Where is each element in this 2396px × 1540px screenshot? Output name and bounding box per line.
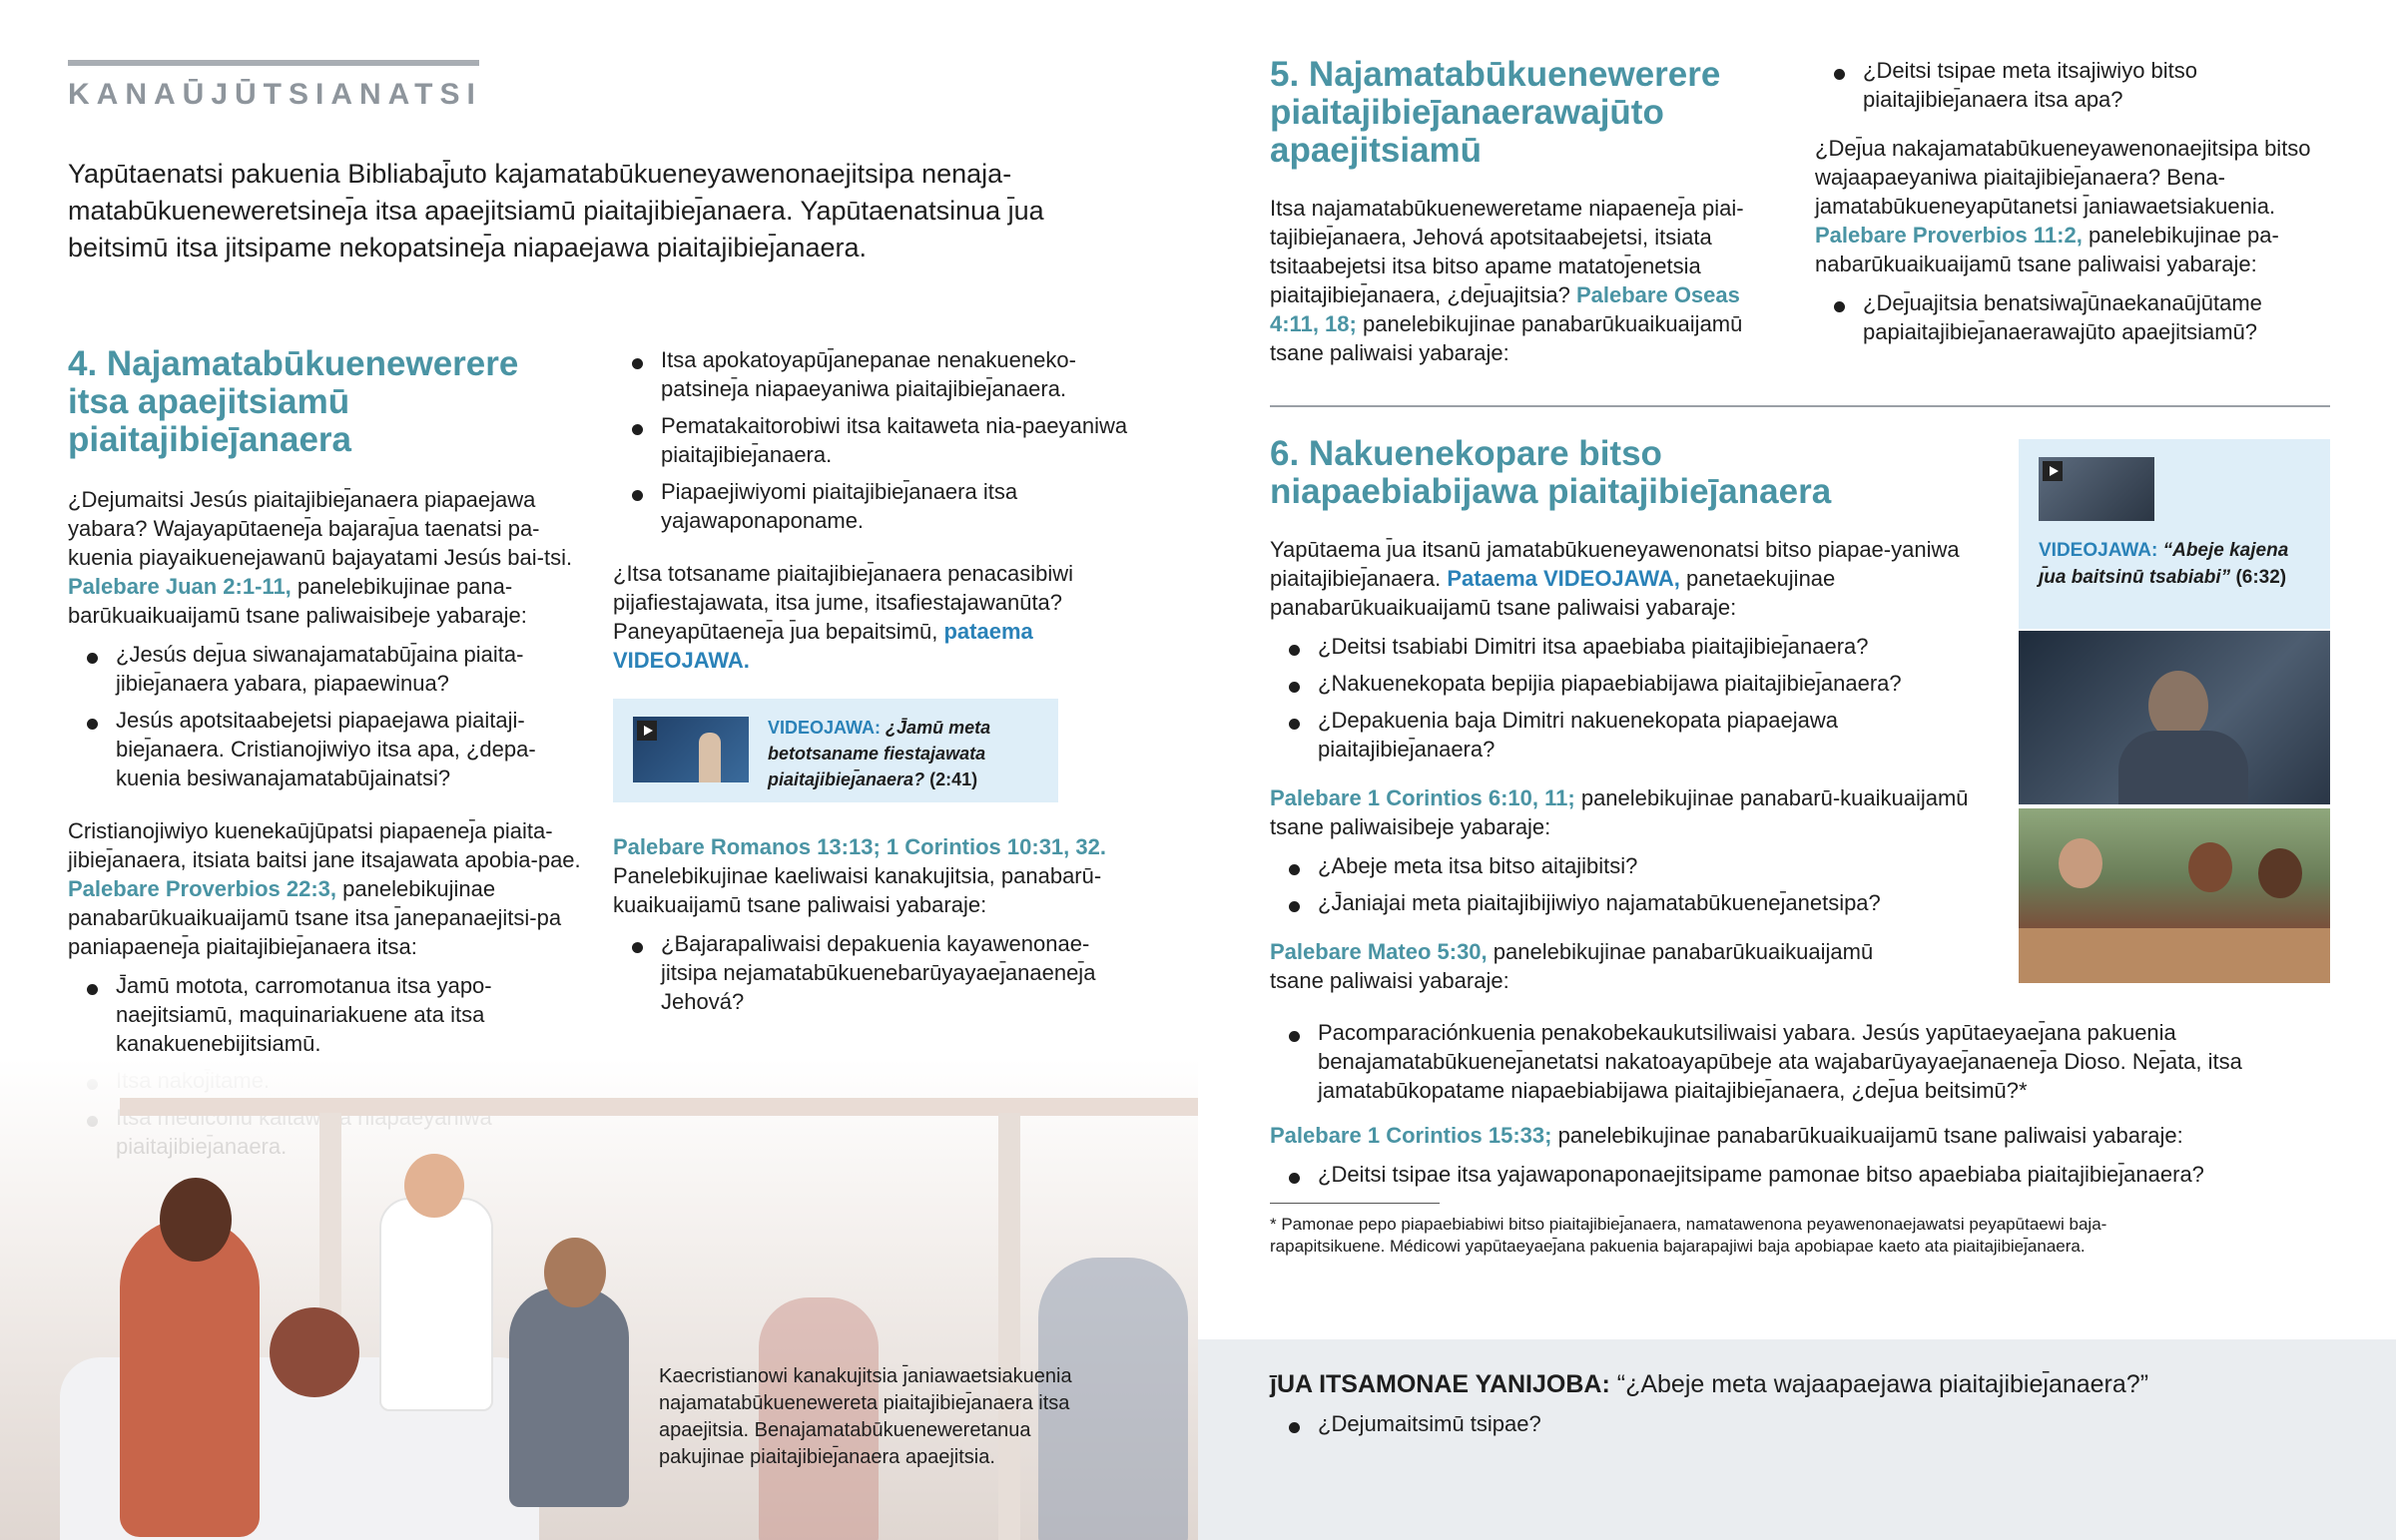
scripture-ref-juan[interactable]: Palebare Juan 2:1-11, — [68, 574, 292, 599]
section-4-col-2-bottom — [613, 832, 1132, 1024]
person-man-right — [509, 1287, 629, 1507]
section-6-para-2: Palebare 1 Corintios 6:10, 11; panelebikujinae panabarū-kuaikuaijamū tsane paliwaisibeje yabaraje: — [1270, 785, 1969, 839]
list-item: ¿Bajarapaliwaisi depakuenia kayawenonae-jitsipa nejamatabūkuenebarūyayaeȷ̄anaeneȷ̄a Jehová? — [613, 929, 1132, 1016]
list-item: ¿Depakuenia baja Dimitri nakuenekopata piapaejawa piaitajibieȷ̄anaera? — [1270, 706, 2009, 764]
person-head — [2059, 838, 2102, 888]
list-item: ¿Deitsi tsipae itsa yajawaponaponaejitsipame pamonae bitso apaebiaba piaitajibieȷ̄anaera? — [1270, 1160, 2288, 1189]
section-4-para-2: Cristianojiwiyo kuenekaūjūpatsi piapaeneȷ̄a piaita-jibieȷ̄anaera, itsiata baitsi jane itsajawata apobia-pae. Palebare Proverbios 22:3, panelebikujinae panabarūkuaikuaijamū tsane itsa ȷ̄anepanaejitsi-pa paniapaeneȷ̄a piaitajibieȷ̄anaera itsa: — [68, 818, 581, 959]
list-item: ¿Dejumaitsimū tsipae? — [1270, 1409, 2328, 1438]
footnote-rule — [1270, 1203, 1440, 1204]
kicker-label: KANAŪJŪTSIANATSI — [68, 78, 482, 111]
scripture-ref-proverbios[interactable]: Palebare Proverbios 22:3, — [68, 876, 337, 901]
section-4-para-3: ¿Itsa totsaname piaitajibieȷ̄anaera penacasibiwi pijafiestajawata, itsa jume, itsafiestajawanūta? Paneyapūtaeneȷ̄a ȷ̄ua bepaitsimū, pataema VIDEOJAWA. — [613, 561, 1074, 673]
illustration-caption: Kaecristianowi kanakujitsia ȷ̄aniawaetsiakuenia najamatabūkuenewereta piaitajibieȷ̄anaera itsa apaejitsia. Benajamatabūkuenewеretanua pakujinae piaitajibieȷ̄anaera apaejitsia. — [659, 1365, 1072, 1468]
section-6-title: 6. Nakuenekopare bitso niapaebiabijawa piaitajibieȷ̄anaera — [1270, 434, 1832, 511]
question-list-4 — [613, 929, 1132, 1016]
intro-paragraph: Yapūtaenatsi pakuenia Bibliabaj̄uto kajamatabūkueneyawenonaejitsipa nenaja-matabūkueneweretsineȷ̄a itsa apaejitsiamū piaitajibieȷ̄anaera. Yapūtaenatsinua ȷ̄ua beitsimū itsa jitsipame nekopatsineȷ̄a niapaejawa piaitajibieȷ̄anaera. — [68, 159, 1044, 262]
section-5-para-2: ¿Deȷ̄ua nakajamatabūkueneyawenonaejitsipa bitso wajaapaeyaniwa piaitajibieȷ̄anaera? Bena-jamatabūkueneyapūtanetsi ȷ̄aniawaetsiakuenia. Palebare Proverbios 11:2, panelebikujinae pa-nabarūkuaikuaijamū tsane paliwaisi yabaraje: — [1815, 136, 2311, 276]
list-item: ¿Abeje meta itsa bitso aitajibitsi? — [1270, 851, 2009, 880]
video-box-2[interactable] — [2019, 439, 2330, 629]
person-body — [2118, 731, 2248, 804]
list-item: ¿Deȷ̄uajitsia benatsiwaȷ̄ūnaekanaūjūtame papiaitajibieȷ̄anaerawajūto apaejitsiamū? — [1815, 288, 2334, 346]
video-link-2[interactable]: Pataema VIDEOJAWA, — [1447, 566, 1680, 591]
question-list-8 — [1270, 851, 2009, 917]
question-list-10 — [1270, 1160, 2288, 1189]
video-still-dimitri — [2019, 631, 2330, 804]
video-2-text: VIDEOJAWA: “Abeje kajena ȷ̄ua baitsinū tsabiabi” (6:32) — [2039, 540, 2289, 588]
summary-question-list — [1270, 1409, 2328, 1438]
question-list-1 — [68, 640, 587, 792]
section-4-col-2 — [613, 345, 1132, 675]
list-item: Itsa apokatoyapūȷ̄anepanae nenakueneko-patsineȷ̄a niapaeyaniwa piaitajibieȷ̄anaera. — [613, 345, 1132, 403]
video-thumbnail[interactable] — [633, 717, 749, 782]
pergola-post — [998, 1113, 1020, 1540]
table — [2019, 928, 2330, 983]
scripture-ref-proverbios-11[interactable]: Palebare Proverbios 11:2, — [1815, 223, 2083, 248]
scripture-ref-mateo[interactable]: Palebare Mateo 5:30, — [1270, 939, 1488, 964]
play-icon — [637, 721, 657, 741]
question-list-6 — [1815, 288, 2334, 346]
section-6-wide — [1270, 1018, 2288, 1258]
question-list-3 — [613, 345, 1132, 535]
person-waiter-head — [404, 1154, 464, 1218]
section-5-col-1 — [1270, 56, 1789, 367]
scripture-ref-oseas[interactable]: Palebare Oseas 4:11, 18; — [1270, 282, 1740, 336]
section-4-para-4: Palebare Romanos 13:13; 1 Corintios 10:31, 32. Panelebikujinae kaeliwaisi kanakujitsia, panabarū-kuaikuaijamū tsane paliwaisi yabaraje: — [613, 834, 1106, 917]
list-item: ¿Deitsi tsipae meta itsajiwiyo bitso piaitajibieȷ̄anaera itsa apa? — [1815, 56, 2334, 114]
person-woman-left-head — [160, 1178, 232, 1262]
list-item: Jesús apotsitaabejetsi piapaejawa piaitaji-bieȷ̄anaera. Cristianojiwiyo itsa apa, ¿depa-kuenia besiwanajamatabūjainatsi? — [68, 706, 587, 792]
section-4-para-1: ¿Dejumaitsi Jesús piaitajibieȷ̄anaera piapaejawa yabara? Wajayapūtaeneȷ̄a bajaraȷ̄ua taenatsi pa-kuenia piayaikuenejawanū bajayatami Jesús bai-tsi. Palebare Juan 2:1-11, panelebikujinae pana-barūkuaikuaijamū tsane paliwaisibeje yabaraje: — [68, 487, 573, 628]
question-list-9 — [1270, 1018, 2288, 1105]
list-item: ¿J̄aniajai meta piaitajibijiwiyo najamatabūkueneȷ̄anetsipa? — [1270, 888, 2009, 917]
scripture-ref-romanos[interactable]: Palebare Romanos 13:13; 1 Corintios 10:31, 32. — [613, 834, 1106, 859]
video-box-1[interactable] — [613, 699, 1058, 802]
pergola-beam — [120, 1098, 1198, 1116]
person-woman-middle — [270, 1307, 359, 1397]
section-4-title: 4. Najamatabūkuenewerere itsa apaejitsiamū piaitajibieȷ̄anaera — [68, 344, 519, 459]
video-link[interactable]: pataema VIDEOJAWA. — [613, 619, 1033, 673]
person-woman-left — [120, 1218, 260, 1537]
play-icon — [2043, 461, 2063, 481]
section-6-para-1: Yapūtaema ȷ̄ua itsanū jamatabūkueneyawenonatsi bitso piapae-yaniwa piaitajibieȷ̄anaera. Pataema VIDEOJAWA, panetaekujinae panabarūkuaikuaijamū tsane paliwaisi yabaraje: — [1270, 537, 1960, 620]
question-list-5 — [1815, 56, 2334, 114]
section-4-col-1 — [68, 345, 587, 1169]
list-item: ¿Deitsi tsabiabi Dimitri itsa apaebiaba piaitajibieȷ̄anaera? — [1270, 632, 2009, 661]
video-thumbnail[interactable] — [2039, 457, 2154, 521]
person-man-right-head — [544, 1238, 606, 1307]
video-still-family — [2019, 808, 2330, 983]
section-6-para-4: Palebare 1 Corintios 15:33; panelebikujinae panabarūkuaikuaijamū tsane paliwaisi yabaraje: — [1270, 1123, 2183, 1148]
question-list-7 — [1270, 632, 2009, 764]
footnote: * Pamonae pepo piapaebiabiwi bitso piaitajibieȷ̄anaera, namatawenona peyawenonaejawatsi peyapūtaewi baja-rapapitsikuene. Médicowi yapūtaeyaeȷ̄ana pakuenia bajarapajiwi baja apobiapae kaeto ata piaitajibieȷ̄anaera. — [1270, 1215, 2107, 1256]
summary-content — [1270, 1367, 2328, 1446]
presenter-figure — [699, 733, 721, 782]
person-head — [2188, 842, 2232, 892]
list-item: Pematakaitorobiwi itsa kaitaweta nia-paeyaniwa piaitajibieȷ̄anaera. — [613, 411, 1132, 469]
list-item: ¿Nakuenekopata bepijia piapaebiabijawa piaitajibieȷ̄anaera? — [1270, 669, 2009, 698]
list-item: J̄amū motota, carromotanua itsa yapo-naejitsiamū, maquinariakuene ata itsa kanakuenebijitsiamū. — [68, 971, 587, 1058]
scripture-ref-corintios-6[interactable]: Palebare 1 Corintios 6:10, 11; — [1270, 785, 1575, 810]
section-divider — [1270, 405, 2330, 407]
list-item: Pacomparaciónkuenia penakobekaukutsiliwaisi yabara. Jesús yapūtaeyaeȷ̄ana pakuenia benajamatabūkueneȷ̄anetatsi nakatoayapūbeje ata wajabarūyayaeȷ̄anaeneȷ̄a Dioso. Neȷ̄ata, itsa jamatabūkopatame niapaebiabijawa piaitajibieȷ̄anaera, ¿deȷ̄ua beitsimū?* — [1270, 1018, 2288, 1105]
person-head — [2258, 848, 2302, 898]
section-6-para-3: Palebare Mateo 5:30, panelebikujinae panabarūkuaikuaijamū tsane paliwaisi yabaraje: — [1270, 939, 1874, 993]
section-5-para-1: Itsa najamatabūkuenеweretame niapaeneȷ̄a piai-tajibieȷ̄anaera, Jehová apotsitaabejetsi, itsiata tsitaabejetsi itsa bitso apame matatoȷ̄enetsia piaitajibieȷ̄anaera, ¿deȷ̄uajitsia? Palebare Oseas 4:11, 18; panelebikujinae panabarūkuaikuaijamū tsane paliwaisi yabaraje: — [1270, 196, 1744, 365]
section-5-col-2 — [1815, 56, 2334, 354]
section-6-main — [1270, 435, 2009, 995]
section-5-title: 5. Najamatabūkuenewerere piaitajibieȷ̄anaerawajūto apaejitsiamū — [1270, 55, 1721, 170]
summary-heading: ȷ̄UA ITSAMONAE YANIJOBA: “¿Abeje meta wajaapaejawa piaitajibieȷ̄anaera?” — [1270, 1370, 2149, 1398]
person-waiter — [379, 1198, 493, 1411]
video-1-text: VIDEOJAWA: ¿J̄amū meta betotsaname fiestajawata piaitajibieȷ̄anaera? (2:41) — [768, 718, 991, 789]
scripture-ref-corintios-15[interactable]: Palebare 1 Corintios 15:33; — [1270, 1123, 1552, 1148]
kicker-rule — [68, 60, 479, 66]
list-item: Piapaejiwiyomi piaitajibieȷ̄anaera itsa yajawaponaponame. — [613, 477, 1132, 535]
list-item: ¿Jesús deȷ̄ua siwanajamatabūȷ̄aina piaita-jibieȷ̄anaera yabara, piapaewinua? — [68, 640, 587, 698]
